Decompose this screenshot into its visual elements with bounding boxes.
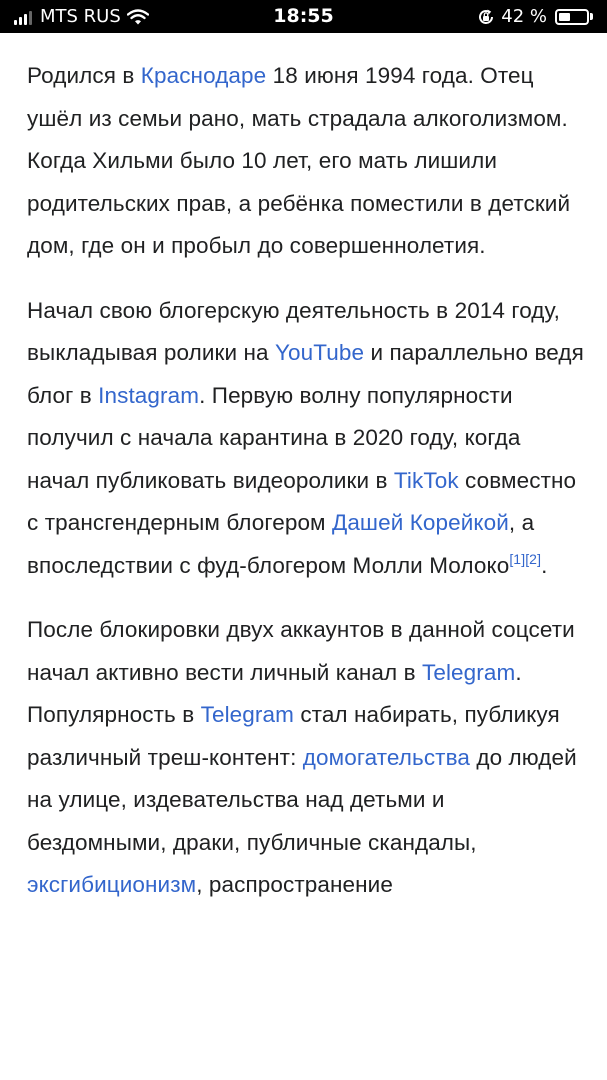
status-bar — [0, 0, 607, 33]
reference-1[interactable]: [1] — [509, 550, 526, 567]
battery-percent: 42 % — [501, 6, 547, 27]
link-telegram-1[interactable]: Telegram — [422, 659, 516, 685]
status-time: 18:55 — [273, 5, 334, 27]
paragraph-blogging: Начал свою блогерскую деятельность в 2014 году, выкладывая ролики на YouTube и параллельно ведя блог в Instagram. Первую волну популярности получил с начала карантина в 2020 году, когда начал публиковать видеоролики в TikTok совместно с трансгендерным блогером Дашей Корейкой, а впоследствии с фуд-блогером Молли Молоко[1][2]. — [27, 297, 584, 578]
orientation-lock-icon — [477, 8, 495, 26]
link-telegram-2[interactable]: Telegram — [200, 702, 294, 727]
reference-2[interactable]: [2] — [525, 550, 542, 567]
link-krasnodar[interactable]: Краснодаре — [140, 63, 267, 88]
link-instagram[interactable]: Instagram — [98, 382, 200, 408]
link-youtube[interactable]: YouTube — [275, 340, 365, 365]
article-content — [27, 55, 587, 929]
carrier-name: MTS RUS — [40, 6, 121, 27]
link-harassment[interactable]: домогательства — [302, 744, 470, 770]
link-dasha-koreika[interactable]: Дашей Корейкой — [331, 510, 509, 535]
battery-icon — [555, 9, 589, 25]
link-tiktok[interactable]: TikTok — [393, 467, 459, 493]
paragraph-telegram: После блокировки двух аккаунтов в данной соцсети начал активно вести личный канал в Telegram. Популярность в Telegram стал набирать, публикуя различный треш-контент: домогательства до людей на улице, издевательства над детьми и бездомными, драки, публичные скандалы, эксгибиционизм, распространение — [27, 617, 577, 897]
link-exhibitionism[interactable]: эксгибиционизм — [27, 872, 197, 897]
paragraph-biography: Родился в Краснодаре 18 июня 1994 года. Отец ушёл из семьи рано, мать страдала алкоголизмом. Когда Хильми было 10 лет, его мать лишили родительских прав, а ребёнка поместили в детский дом, где он и пробыл до совершеннолетия. — [27, 63, 571, 258]
status-bar-right — [477, 6, 593, 27]
